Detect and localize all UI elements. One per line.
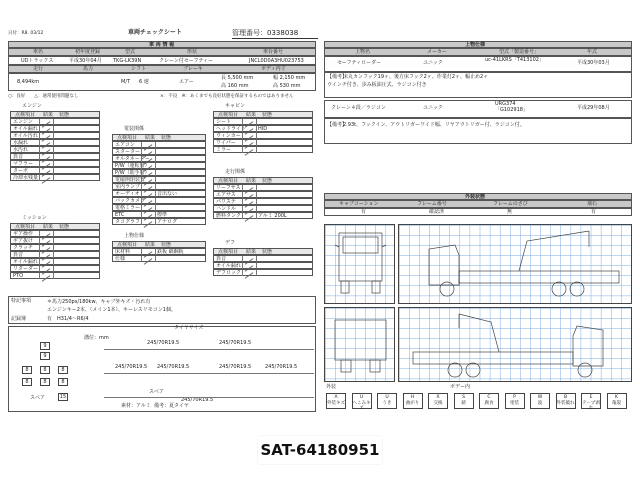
check-item-label: 電格ミラー [115,205,141,211]
date-label: 日付：R8. 03/12 [8,31,44,36]
exterior-cols-row: キャブコーション フレーム番号 フレームのさび 飛石 [324,200,632,208]
damage-symbol: S 錆 [454,393,474,409]
brake-value: エアー [179,79,194,85]
engine-head-row: 点検項目 結果 状態 [10,111,100,118]
mission-head-row: 点検項目 結果 状態 [10,223,100,230]
diff-row [213,255,313,262]
check-item-label: デフロック [216,270,241,276]
electric-row [112,162,206,169]
upper-spec-header: 上物仕様 [324,41,632,48]
electric-row [112,204,206,211]
truck-front-icon [325,225,396,305]
control-underline [232,38,318,39]
spare-label: スペア [149,389,165,395]
diff-title: デフ [225,240,236,246]
electric-row [112,183,206,190]
shift-value: M/T [121,79,131,85]
check-item-label: バックカメラ [115,198,146,204]
result-slash [245,215,254,222]
damage-symbol: H 曲がり [403,393,423,409]
result-slash [144,258,153,265]
mission-row [10,265,100,272]
model-value: TKG-LK39N [113,57,142,64]
check-item-label: タコグラフ [115,219,141,225]
mission-row [10,258,100,265]
cabin-row [213,146,313,153]
upper-row2: クレーン４段／ラジコン ユニック URG374「G102918」 平成29年08月 [324,100,632,118]
engine-row [10,146,100,153]
check-item-label: 仕様 [115,256,126,262]
check-item-label: エアサス [216,192,236,198]
electric-row [112,218,206,225]
check-item-label: 水漏れ [13,140,29,146]
notes-box [8,296,316,324]
result-slash [42,177,51,184]
state-text: HID [258,126,268,132]
check-item-label: マフラー [13,161,34,167]
cabin-title: キャビン [225,103,246,109]
check-item-label: ハンドル [216,206,237,212]
check-item-label: ギア抜け [13,238,34,244]
vehicle-values2-row: 8,494km M/T 6 速 エアー 長 5,500 mm 幅 2,150 mm 高 160 mm 高 530 mm [8,73,316,91]
damage-symbol: A 外装キズ [326,393,346,409]
engine-row [10,153,100,160]
engine-row [10,167,100,174]
mission-row [10,244,100,251]
tire-depth-rr2: 8 [22,378,32,386]
mileage-value: 8,494km [17,79,40,85]
tire-depth-spare: 15 [59,394,67,400]
check-item-label: PTO [13,273,24,279]
check-item-label: ウィンカー [216,133,241,139]
engine-row [10,132,100,139]
running-head-row: 点検項目 結果 状態 [213,177,313,184]
state-text: アルミ 200L [258,213,287,219]
vehicle-values-row [8,56,316,65]
mission-row [10,251,100,258]
records-label: 記録簿 [11,316,27,322]
engine-title: エンジン [22,103,42,109]
check-item-label: スターター [115,149,141,155]
result-slash [144,221,153,228]
tire-depth-fr: 9 [40,352,50,360]
damage-symbol: B 外装破れ [556,393,576,409]
engine-row [10,174,100,181]
check-item-label: ヘッドライト [216,126,246,132]
vehicle-cols2-row: 走行 馬力 シフト ブレーキ ボディ内寸 [8,65,316,73]
check-item-label: シート [216,119,232,125]
body-symbols-label: ボデー内 [450,384,471,390]
vehicle-cols-row: 車名 初年度登録 型式 形状 車台番号 [8,48,316,56]
running-row [213,212,313,219]
tire-depth-rr3: 8 [40,378,50,386]
loading-title: 上物仕様 [124,233,145,239]
cabin-row [213,125,313,132]
vehicle-info-header: 車 両 情 報 [8,41,316,48]
tread-depth-label: 溝位：mm [84,335,109,341]
upper-remark1: 【備考】 床丸カンフック19ヶ、後方床フック2ヶ、作業灯2ヶ、輻止め2ヶ ウインチ付き、歩み板油圧式、ラジコン付き [324,72,632,98]
notes-label: 特記事項 [11,298,32,304]
check-item-label: オイル漏れ [13,259,38,265]
mission-row [10,230,100,237]
upper-remark2: 【備考】 2.93t、フックイン、アウトリガーワイド幅、リヤアウトリガー付、ラジコン付。 [324,118,632,144]
tires-box: タイヤサイズ 溝位：mm 245/70R19.5 245/70R19.5 245/70R19.5 245/70R19.5 245/70R19.5 245/70R19.5 スペア 245/70R19.5 素材：アルミ 備考：夏タイヤ [8,326,316,412]
electric-row [112,197,206,204]
check-item-label: 燃料タンク [216,213,241,219]
check-item-label: 床材料 [115,249,131,255]
state-text: 標準 [157,212,168,218]
running-row [213,184,313,191]
maker-value: UDトラックス [21,57,54,64]
check-item-label: ETC [115,212,125,218]
spare-grid-label: スペア [30,395,46,401]
spare-size: 245/70R19.5 [181,397,214,403]
truck-front-view [324,224,395,304]
legend-left: ○：良好 △：通常使用問題なし [8,94,79,99]
loading-row [112,248,206,255]
gears-value: 6 速 [139,79,149,85]
sheet-title: 車両チェックシート [128,29,182,36]
check-item-label: ミラー [216,147,232,153]
damage-symbol: U うき [377,393,397,409]
check-item-label: リーフサス [216,185,241,191]
check-item-label: 冷却水残量 [13,175,39,181]
tire-size-label: タイヤサイズ [174,325,204,331]
truck-side-right [398,307,632,382]
check-item-label: オルタネーター [115,156,150,162]
electric-row [112,148,206,155]
check-item-label: ギア操作 [13,231,34,237]
truck-side-right-icon [399,308,633,383]
electric-row [112,155,206,162]
check-item-label: 異音 [216,256,227,262]
damage-symbol: E テープ剥れ [582,395,600,411]
check-item-label: P/W（運転席） [115,163,150,169]
damage-symbol: P 塗装 [505,393,525,409]
damage-symbol: U へこみキズ [352,395,371,411]
truck-side-left [398,224,632,304]
notes-line1: ＊馬力250ps/180kw、キャブ外キズ・汚れ有 [47,299,151,305]
mission-row [10,272,100,279]
shape-value: クレーン付セーフティー [159,57,214,64]
chassis-value: JNCL0D0A3HU023753 [249,57,304,64]
state-text: 鉄板 縞鋼板 [157,249,184,255]
diff-head-row: 点検項目 結果 状態 [213,248,313,255]
electric-head-row: 点検項目 結果 状態 [112,134,206,141]
result-slash [42,275,51,282]
legend-right: ×：不良 ※：あくまでも良好状態を保証するものではありません [160,94,294,99]
notes-line2: エンジンキー2本、（メイン1本）、キーレスリモコン1個。 [47,307,176,313]
upper-row1: セーフティローダー ユニック uc-41LKRS「T413102」 平成30年03月 [324,56,632,72]
cabin-head-row: 点検項目 結果 状態 [213,111,313,118]
cabin-row [213,132,313,139]
control-number-label: 管理番号：0338038 [232,29,299,37]
exterior-values-row: 有 確認済 無 有 [324,208,632,216]
truck-rear-icon [325,308,396,383]
cabin-row [213,118,313,125]
tire-material: 素材：アルミ [121,403,151,409]
check-item-label: オイル漏れ [13,126,38,132]
check-item-label: 室内ランプ [115,184,141,190]
electric-title: 電装関係 [124,126,145,132]
electric-row [112,169,206,176]
engine-row [10,118,100,125]
check-item-label: 水汚れ [13,147,29,153]
electric-row [112,141,206,148]
stock-number-plate: SAT-64180951 [258,436,382,464]
state-text: アナログ [157,219,178,225]
damage-symbol: K 亀裂 [607,393,627,409]
check-item-label: P/W（助手席） [115,170,150,176]
check-item-label: クラッチ [13,245,33,251]
exterior-symbols-label: 外装 [326,384,337,390]
damage-symbol: C 腐食 [479,393,499,409]
state-text: 音出ない [157,191,178,197]
result-slash [245,272,254,279]
mission-title: ミッション [22,215,47,221]
tire-depth-rl1: 8 [22,366,32,374]
tire-depth-rr1: 8 [58,366,68,374]
damage-symbol: W 波 [530,393,550,409]
engine-row [10,160,100,167]
mission-row [10,237,100,244]
running-row [213,205,313,212]
check-item-label: オイル漏れ [216,263,241,269]
check-item-label: 電磁開閉装置 [115,177,146,183]
check-item-label: エアコン [115,142,135,148]
electric-row [112,190,206,197]
engine-row [10,125,100,132]
engine-row [10,139,100,146]
tire-depth-rr4: 8 [58,378,68,386]
tire-depth-rl2: 8 [40,366,50,374]
tire-memo: 備考：夏タイヤ [154,403,189,409]
truck-side-left-icon [399,225,633,305]
diff-row [213,262,313,269]
upper-cols-row: 上物名 メーカー 型式「製造番号」 年式 [324,48,632,56]
running-row [213,198,313,205]
running-title: 走行関係 [225,169,246,175]
check-item-label: パワステ [216,199,236,205]
check-item-label: 異音 [13,252,24,258]
check-item-label: ワイパー [216,140,236,146]
exterior-header: 外装状態 [324,193,632,200]
first-reg-value: 平成30年04月 [69,57,102,64]
check-item-label: ターボ [13,168,29,174]
electric-row [112,211,206,218]
loading-head-row: 点検項目 結果 状態 [112,241,206,248]
result-slash [245,149,254,156]
cabin-row [213,139,313,146]
truck-rear-view [324,307,395,382]
check-item-label: オーディオ [115,191,140,197]
damage-symbol: X 交換 [428,393,448,409]
notes-line3: 有 H31/4～R6/4 [47,316,89,322]
diff-row [213,269,313,276]
check-item-label: エンジン [13,119,33,125]
check-item-label: オイル汚れ [13,133,38,139]
check-item-label: 異音 [13,154,24,160]
check-item-label: リターダー [13,266,39,272]
electric-row [112,176,206,183]
tire-depth-fl: 9 [40,342,50,350]
running-row [213,191,313,198]
loading-row [112,255,206,262]
